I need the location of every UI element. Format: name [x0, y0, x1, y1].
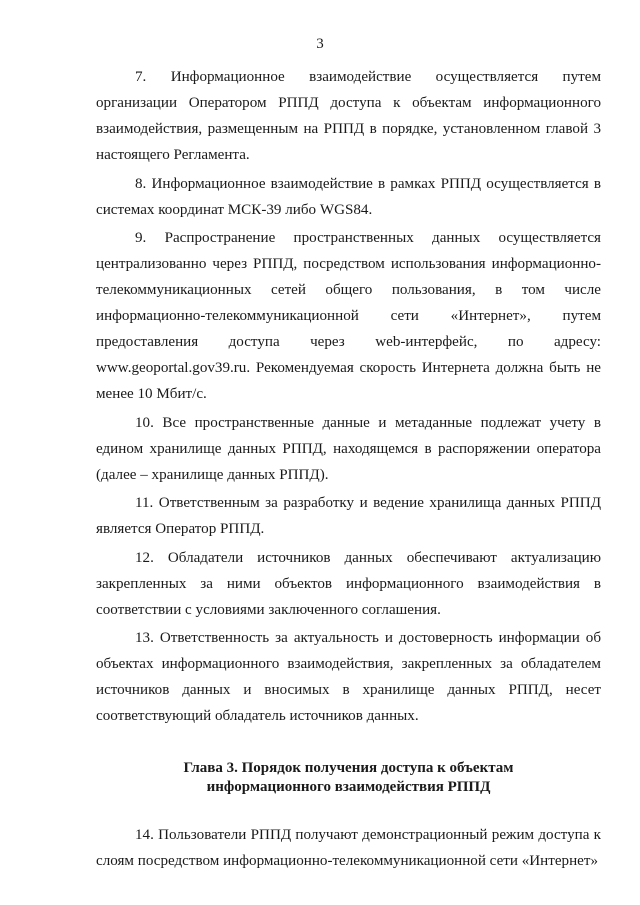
paragraph-7: 7. Информационное взаимодействие осуществляется путем организации Оператором РППД доступа к объектам информационного взаимодействия, размещенным на РППД в порядке, установленном главой 3 настоящего Регламента. [96, 69, 601, 163]
chapter-heading-line-2: информационного взаимодействия РППД [206, 779, 491, 795]
paragraph-11: 11. Ответственным за разработку и ведение хранилища данных РППД является Оператор РППД. [96, 495, 601, 537]
chapter-heading-line-1: Глава 3. Порядок получения доступа к объектам [183, 760, 514, 776]
paragraph-14: 14. Пользователи РППД получают демонстрационный режим доступа к слоям посредством информационно-телекоммуникационной сети «Интернет» [96, 827, 601, 869]
paragraph-8: 8. Информационное взаимодействие в рамках РППД осуществляется в системах координат МСК-39 либо WGS84. [96, 175, 601, 218]
paragraph-10: 10. Все пространственные данные и метаданные подлежат учету в едином хранилище данных РППД, находящемся в распоряжении оператора (далее – хранилище данных РППД). [96, 414, 601, 483]
document-body [96, 64, 601, 877]
paragraph-13: 13. Ответственность за актуальность и достоверность информации об объектах информационного взаимодействия, закрепленных за обладателем источников данных и вносимых в хранилище данных РППД, несет соответствующий обладатель источников данных. [96, 630, 601, 724]
page-number: 3 [316, 36, 324, 52]
paragraph-12: 12. Обладатели источников данных обеспечивают актуализацию закрепленных за ними объектов информационного взаимодействия в соответствии с условиями заключенного соглашения. [96, 549, 601, 618]
paragraph-9: 9. Распространение пространственных данных осуществляется централизованно через РППД, посредством использования информационно-телекоммуникационных сетей общего пользования, в том числе информационно-телекоммуникационной сети «Интернет», путем предоставления доступа через web-интерфейс, по адресу: www.geoportal.gov39.ru. Рекомендуемая скорость Интернета должна быть не менее 10 Мбит/с. [96, 230, 601, 402]
chapter-heading [96, 759, 601, 797]
